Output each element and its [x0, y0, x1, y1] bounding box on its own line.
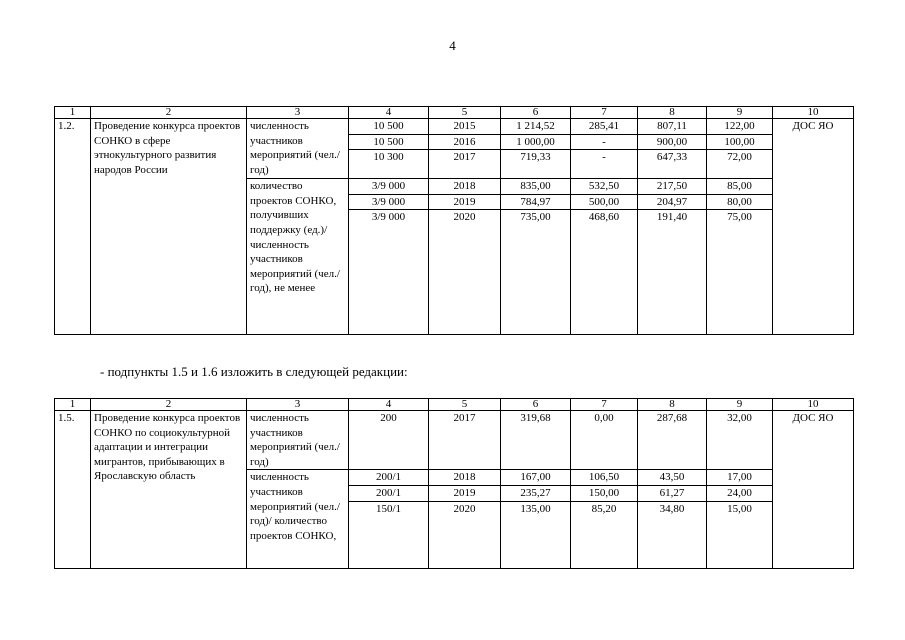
value-cell: 200/1: [349, 470, 429, 486]
header-cell: 6: [501, 107, 571, 119]
value-cell: 15,00: [707, 501, 773, 568]
value-cell: 150,00: [571, 485, 638, 501]
amendment-note: - подпункты 1.5 и 1.6 изложить в следующей редакции:: [100, 364, 408, 379]
value-cell: 719,33: [501, 150, 571, 179]
table-2: [54, 398, 854, 569]
header-cell: 7: [571, 399, 638, 411]
value-cell: 24,00: [707, 485, 773, 501]
indicator-cell: количество проектов СОНКО, получивших поддержку (ед.)/ численность участников мероприятий (чел./год), не менее: [247, 179, 349, 335]
value-cell: 287,68: [638, 411, 707, 470]
value-cell: 204,97: [638, 194, 707, 210]
header-cell: 9: [707, 399, 773, 411]
value-cell: 3/9 000: [349, 194, 429, 210]
table-2-header-row: [55, 399, 854, 411]
header-cell: 2: [91, 399, 247, 411]
header-cell: 3: [247, 107, 349, 119]
header-cell: 10: [773, 399, 854, 411]
value-cell: 10 500: [349, 119, 429, 135]
value-cell: -: [571, 150, 638, 179]
year-cell: 2019: [429, 485, 501, 501]
value-cell: 532,50: [571, 179, 638, 195]
value-cell: 807,11: [638, 119, 707, 135]
value-cell: 900,00: [638, 134, 707, 150]
header-cell: 6: [501, 399, 571, 411]
header-cell: 5: [429, 399, 501, 411]
value-cell: 200/1: [349, 485, 429, 501]
page-number: 4: [449, 38, 456, 53]
value-cell: 735,00: [501, 210, 571, 335]
value-cell: 1 000,00: [501, 134, 571, 150]
item-name: Проведение конкурса проектов СОНКО в сфере этнокультурного развития народов России: [91, 119, 247, 335]
value-cell: 468,60: [571, 210, 638, 335]
value-cell: 85,00: [707, 179, 773, 195]
indicator-cell: численность участников мероприятий (чел./год)/ количество проектов СОНКО,: [247, 470, 349, 568]
header-cell: 10: [773, 107, 854, 119]
year-cell: 2018: [429, 470, 501, 486]
value-cell: 80,00: [707, 194, 773, 210]
table-1: [54, 106, 854, 335]
value-cell: -: [571, 134, 638, 150]
value-cell: 835,00: [501, 179, 571, 195]
value-cell: 10 500: [349, 134, 429, 150]
value-cell: 1 214,52: [501, 119, 571, 135]
item-number: 1.2.: [55, 119, 91, 335]
value-cell: 61,27: [638, 485, 707, 501]
value-cell: 122,00: [707, 119, 773, 135]
value-cell: 235,27: [501, 485, 571, 501]
header-cell: 4: [349, 399, 429, 411]
value-cell: 34,80: [638, 501, 707, 568]
table-row: [55, 119, 854, 135]
year-cell: 2017: [429, 411, 501, 470]
value-cell: 217,50: [638, 179, 707, 195]
year-cell: 2016: [429, 134, 501, 150]
value-cell: 191,40: [638, 210, 707, 335]
year-cell: 2017: [429, 150, 501, 179]
year-cell: 2018: [429, 179, 501, 195]
year-cell: 2019: [429, 194, 501, 210]
value-cell: 75,00: [707, 210, 773, 335]
value-cell: 3/9 000: [349, 179, 429, 195]
value-cell: 100,00: [707, 134, 773, 150]
value-cell: 500,00: [571, 194, 638, 210]
header-cell: 2: [91, 107, 247, 119]
value-cell: 319,68: [501, 411, 571, 470]
value-cell: 150/1: [349, 501, 429, 568]
table-1-header-row: [55, 107, 854, 119]
header-cell: 9: [707, 107, 773, 119]
value-cell: 72,00: [707, 150, 773, 179]
value-cell: 285,41: [571, 119, 638, 135]
value-cell: 135,00: [501, 501, 571, 568]
value-cell: 3/9 000: [349, 210, 429, 335]
value-cell: 17,00: [707, 470, 773, 486]
header-cell: 4: [349, 107, 429, 119]
header-cell: 1: [55, 399, 91, 411]
indicator-cell: численность участников мероприятий (чел./год): [247, 411, 349, 470]
header-cell: 8: [638, 107, 707, 119]
value-cell: 200: [349, 411, 429, 470]
header-cell: 5: [429, 107, 501, 119]
year-cell: 2015: [429, 119, 501, 135]
value-cell: 106,50: [571, 470, 638, 486]
value-cell: 43,50: [638, 470, 707, 486]
header-cell: 3: [247, 399, 349, 411]
value-cell: 0,00: [571, 411, 638, 470]
value-cell: 647,33: [638, 150, 707, 179]
table-row: [55, 411, 854, 470]
header-cell: 7: [571, 107, 638, 119]
header-cell: 1: [55, 107, 91, 119]
executor-cell: ДОС ЯО: [773, 411, 854, 569]
year-cell: 2020: [429, 501, 501, 568]
value-cell: 32,00: [707, 411, 773, 470]
year-cell: 2020: [429, 210, 501, 335]
item-name: Проведение конкурса проектов СОНКО по социокультурной адаптации и интеграции мигрантов, прибывающих в Ярославскую область: [91, 411, 247, 569]
header-cell: 8: [638, 399, 707, 411]
value-cell: 784,97: [501, 194, 571, 210]
executor-cell: ДОС ЯО: [773, 119, 854, 335]
indicator-cell: численность участников мероприятий (чел./год): [247, 119, 349, 179]
value-cell: 167,00: [501, 470, 571, 486]
item-number: 1.5.: [55, 411, 91, 569]
value-cell: 10 300: [349, 150, 429, 179]
value-cell: 85,20: [571, 501, 638, 568]
